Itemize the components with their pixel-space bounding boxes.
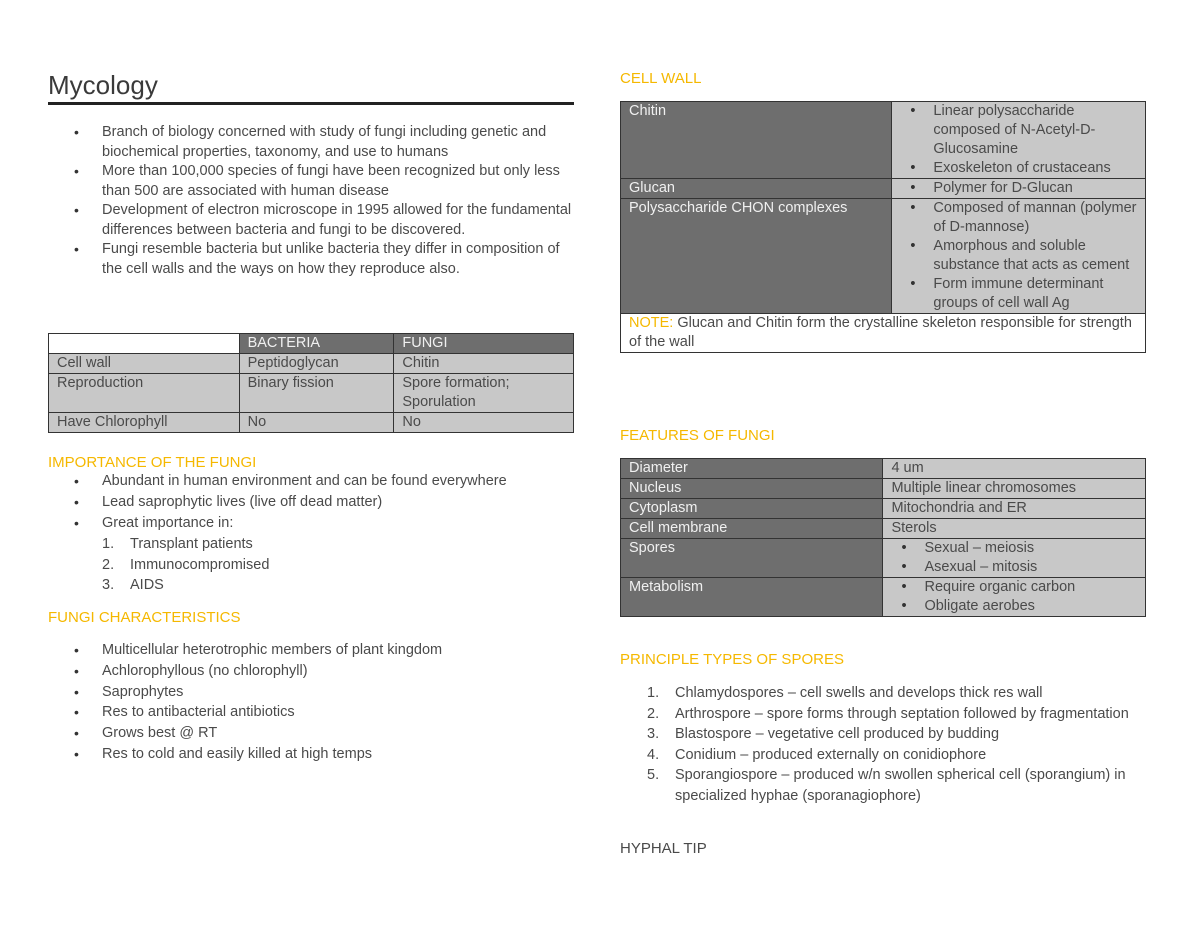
- list-item-text: Conidium – produced externally on conidiophore: [675, 746, 987, 763]
- importance-heading: IMPORTANCE OF THE FUNGI: [48, 454, 257, 471]
- list-item: • Form immune determinant groups of cell wall Ag: [900, 275, 1137, 313]
- list-item: • Lead saprophytic lives (live off dead matter): [48, 492, 588, 513]
- page-title: Mycology: [48, 70, 574, 105]
- list-item: • Branch of biology concerned with study of fungi including genetic and biochemical properties, taxonomy, and use to humans: [48, 123, 574, 162]
- table-cell: Chitin: [621, 102, 892, 179]
- spores-heading: PRINCIPLE TYPES OF SPORES: [620, 651, 844, 668]
- spores-numbered-list: [620, 683, 1146, 806]
- intro-bullet-list: [48, 123, 574, 279]
- note-label: NOTE:: [629, 315, 674, 331]
- list-item: • Abundant in human environment and can be found everywhere: [48, 471, 588, 492]
- table-cell: Spore formation; Sporulation: [394, 374, 574, 413]
- list-item-text: Sporangiospore – produced w/n swollen spherical cell (sporangium) in specialized hyphae (sporanagiophore): [675, 767, 1126, 804]
- table-row: [621, 539, 1146, 578]
- table-cell: Have Chlorophyll: [49, 413, 240, 433]
- list-item-text: Transplant patients: [130, 536, 253, 552]
- note-cell: [621, 314, 1146, 353]
- list-item: • Obligate aerobes: [891, 597, 1137, 616]
- note-text: Glucan and Chitin form the crystalline skeleton responsible for strength of the wall: [629, 315, 1132, 350]
- table-cell: Glucan: [621, 179, 892, 199]
- list-item-text: AIDS: [130, 577, 164, 593]
- importance-bullet-list: [48, 471, 588, 534]
- table-row: [49, 413, 574, 433]
- characteristics-heading: FUNGI CHARACTERISTICS: [48, 609, 241, 626]
- table-row: [621, 499, 1146, 519]
- table-row: [621, 479, 1146, 499]
- table-cell: 4 um: [883, 459, 1146, 479]
- list-item: 2. Immunocompromised: [102, 556, 270, 573]
- table-cell: [892, 102, 1146, 179]
- list-item: • Achlorophyllous (no chlorophyll): [48, 661, 574, 682]
- table-row: [621, 578, 1146, 617]
- table-cell: Chitin: [394, 354, 574, 374]
- list-item: • Polymer for D-Glucan: [900, 179, 1137, 198]
- importance-numbered-list: [48, 534, 574, 596]
- list-item: 1. Transplant patients: [102, 536, 253, 552]
- list-item: • Fungi resemble bacteria but unlike bacteria they differ in composition of the cell walls and the ways on how they reproduce also.: [48, 240, 574, 279]
- features-heading: FEATURES OF FUNGI: [620, 427, 775, 444]
- table-cell: Binary fission: [239, 374, 394, 413]
- features-table: [620, 458, 1146, 617]
- list-item: • Multicellular heterotrophic members of plant kingdom: [48, 640, 574, 661]
- table-cell: [883, 539, 1146, 578]
- table-cell: No: [239, 413, 394, 433]
- table-cell: Multiple linear chromosomes: [883, 479, 1146, 499]
- list-item: 2. Arthrospore – spore forms through septation followed by fragmentation: [647, 705, 1129, 722]
- table-row: [621, 459, 1146, 479]
- table-cell: Reproduction: [49, 374, 240, 413]
- list-item: 1. Chlamydospores – cell swells and develops thick res wall: [647, 685, 1043, 701]
- list-item: • More than 100,000 species of fungi have been recognized but only less than 500 are associated with human disease: [48, 162, 574, 201]
- table-cell: Sterols: [883, 519, 1146, 539]
- table-cell: Spores: [621, 539, 883, 578]
- table-row: [621, 314, 1146, 353]
- list-item: • Exoskeleton of crustaceans: [900, 159, 1137, 178]
- list-item: • Development of electron microscope in 1995 allowed for the fundamental differences between bacteria and fungi to be discovered.: [48, 201, 574, 240]
- table-row: [621, 199, 1146, 314]
- table-header-cell: [49, 334, 240, 354]
- list-item: 3. Blastospore – vegetative cell produced by budding: [647, 726, 1000, 742]
- list-item: • Grows best @ RT: [48, 723, 574, 744]
- list-item: • Require organic carbon: [891, 578, 1137, 597]
- table-cell: Cell wall: [49, 354, 240, 374]
- list-item-text: Immunocompromised: [130, 556, 270, 573]
- list-item: • Asexual – mitosis: [891, 558, 1137, 577]
- list-item: • Linear polysaccharide composed of N-Acetyl-D-Glucosamine: [900, 102, 1137, 159]
- table-row: [621, 179, 1146, 199]
- table-row: [49, 374, 574, 413]
- table-cell: [892, 179, 1146, 199]
- cell-wall-table: [620, 101, 1146, 353]
- table-cell: Nucleus: [621, 479, 883, 499]
- list-item: • Res to antibacterial antibiotics: [48, 702, 574, 723]
- list-item: • Great importance in:: [48, 513, 588, 534]
- table-header-cell: FUNGI: [394, 334, 574, 354]
- table-cell: Polysaccharide CHON complexes: [621, 199, 892, 314]
- list-item: 3. AIDS: [102, 577, 164, 593]
- table-row: [49, 334, 574, 354]
- hyphal-tip-heading: HYPHAL TIP: [620, 840, 707, 857]
- list-item-text: Blastospore – vegetative cell produced by budding: [675, 726, 1000, 742]
- bacteria-fungi-table: [48, 333, 574, 433]
- list-item: • Res to cold and easily killed at high temps: [48, 744, 574, 765]
- list-item-text: Chlamydospores – cell swells and develops thick res wall: [675, 685, 1043, 701]
- table-cell: No: [394, 413, 574, 433]
- list-item-text: Arthrospore – spore forms through septation followed by fragmentation: [675, 705, 1129, 722]
- table-row: [621, 102, 1146, 179]
- cell-wall-heading: CELL WALL: [620, 70, 702, 87]
- characteristics-bullet-list: [48, 640, 574, 765]
- table-cell: Metabolism: [621, 578, 883, 617]
- list-item: • Sexual – meiosis: [891, 539, 1137, 558]
- table-row: [49, 354, 574, 374]
- table-cell: Diameter: [621, 459, 883, 479]
- table-cell: Cytoplasm: [621, 499, 883, 519]
- table-header-cell: BACTERIA: [239, 334, 394, 354]
- list-item: • Saprophytes: [48, 682, 574, 703]
- table-row: [621, 519, 1146, 539]
- table-cell: Mitochondria and ER: [883, 499, 1146, 519]
- table-cell: [883, 578, 1146, 617]
- list-item: • Amorphous and soluble substance that acts as cement: [900, 237, 1137, 275]
- table-cell: Peptidoglycan: [239, 354, 394, 374]
- table-cell: Cell membrane: [621, 519, 883, 539]
- table-cell: [892, 199, 1146, 314]
- list-item: • Composed of mannan (polymer of D-mannose): [900, 199, 1137, 237]
- list-item: 4. Conidium – produced externally on conidiophore: [647, 746, 987, 763]
- list-item: 5. Sporangiospore – produced w/n swollen spherical cell (sporangium) in specialized hyphae (sporanagiophore): [647, 767, 1126, 804]
